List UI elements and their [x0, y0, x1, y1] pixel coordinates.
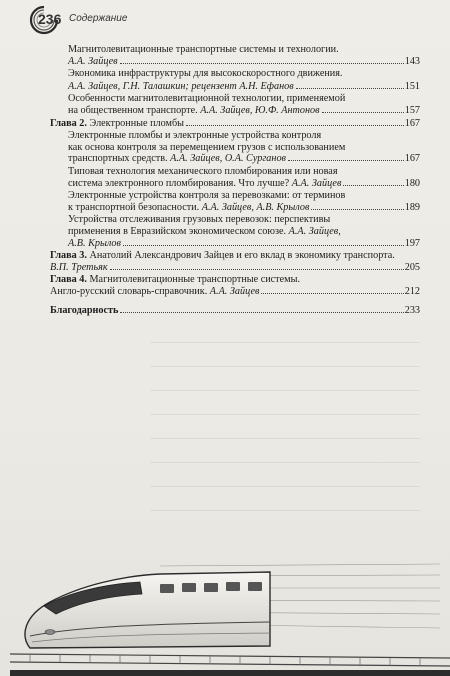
toc-title-text: как основа контроля за перемещением грузов с использованием	[68, 141, 346, 153]
toc-entry-final-line	[68, 153, 286, 165]
toc-entry-title-line	[68, 93, 420, 105]
toc-title-text: транспортных средств.	[68, 153, 171, 165]
toc-title-text: Магнитолевитационные транспортные системы и технологии.	[68, 44, 339, 55]
toc-entry[interactable]	[50, 118, 420, 130]
toc-entry[interactable]	[50, 68, 420, 80]
toc-entry-final-line	[68, 81, 294, 93]
running-title: Содержание	[69, 13, 128, 24]
toc-title-text: Англо-русский словарь-справочник.	[50, 285, 210, 297]
page-number: 236	[38, 11, 62, 27]
toc-entry-final-line	[68, 238, 121, 250]
toc-entry-title-line	[68, 190, 420, 202]
toc-entry[interactable]	[50, 190, 420, 213]
toc-title-text: Особенности магнитолевитационной технологии, применяемой	[68, 93, 346, 105]
toc-entry[interactable]	[50, 166, 420, 189]
toc-entry-title-line	[50, 250, 420, 262]
toc-title-text: система электронного пломбирования. Что лучше?	[68, 177, 292, 189]
toc-entry-final-line	[68, 178, 341, 190]
toc-leader-dots	[322, 112, 404, 113]
toc-entry-title-line	[68, 130, 420, 142]
toc-entry[interactable]	[50, 130, 420, 165]
toc-leader-dots	[123, 245, 404, 246]
toc-entry-final-line	[50, 262, 108, 274]
toc-title-text: Экономика инфраструктуры для высокоскоростного движения.	[68, 68, 343, 80]
toc-entry-title-line	[68, 142, 420, 154]
toc-author: В.П. Третьяк	[50, 261, 108, 273]
toc-title-text: Электронные пломбы	[89, 117, 184, 129]
toc-author: А.А. Зайцев, Ю.Ф. Антонов	[200, 104, 320, 116]
toc-entry-title-line	[68, 166, 420, 178]
toc-title-text: Устройства отслеживания грузовых перевозок: перспективы	[68, 214, 331, 226]
toc-entry[interactable]	[50, 214, 420, 249]
toc-entry-title-line	[68, 226, 420, 238]
toc-chapter-label: Глава 4.	[50, 274, 90, 286]
toc-title-text: Анатолий Александрович Зайцев и его вклад в экономику транспорта.	[89, 250, 395, 262]
toc-author: А.А. Зайцев	[209, 285, 260, 297]
toc-page-number: 167	[404, 153, 420, 165]
toc-leader-dots	[261, 293, 403, 294]
toc-chapter-label: Глава 2.	[50, 117, 90, 129]
toc-entry-final-line	[50, 286, 259, 298]
toc-author: А.А. Зайцев, Г.Н. Талашкин; рецензент А.Н. Ефанов	[68, 80, 294, 92]
toc-entry-final-line	[68, 105, 320, 117]
toc-entry-final-line	[68, 68, 342, 80]
toc-entry[interactable]	[50, 93, 420, 116]
toc-page-number: 233	[404, 305, 420, 317]
toc-leader-dots	[110, 269, 404, 270]
toc-entry[interactable]	[50, 305, 420, 317]
toc-entry[interactable]	[50, 44, 420, 67]
toc-leader-dots	[186, 125, 404, 126]
toc-author: А.А. Зайцев, О.А. Сурганов	[170, 153, 286, 165]
toc-title-text: к транспортной безопасности.	[68, 201, 202, 213]
toc-page-number: 197	[404, 237, 420, 249]
toc-title-text: Магнитолевитационные транспортные системы.	[89, 274, 300, 286]
toc-title-text: применения в Евразийском экономическом союзе. А.А. Зайцев,	[68, 225, 341, 237]
toc-page-number: 157	[404, 104, 420, 116]
high-speed-train-illustration-icon	[10, 536, 450, 676]
show-through-text	[150, 330, 420, 522]
toc-entry[interactable]	[50, 250, 420, 273]
toc-page-number: 143	[404, 55, 420, 67]
toc-entry-title-line	[50, 274, 420, 286]
toc-leader-dots	[311, 209, 403, 210]
toc-chapter-label: Глава 3.	[50, 250, 90, 262]
toc-leader-dots	[288, 160, 404, 161]
toc-entry-final-line	[68, 56, 118, 68]
toc-entry-final-line	[50, 118, 184, 130]
toc-page-number: 212	[404, 285, 420, 297]
toc-leader-dots	[296, 88, 404, 89]
toc-author: А.А. Зайцев	[291, 177, 342, 189]
page-header	[0, 0, 450, 36]
toc-leader-dots	[120, 312, 403, 313]
toc-page-number: 205	[404, 261, 420, 273]
toc-entry-title-line	[68, 44, 420, 56]
toc-leader-dots	[343, 185, 403, 186]
toc-entry-final-line	[50, 305, 118, 317]
toc-author: А.В. Крылов	[68, 237, 121, 249]
toc-title-text: на общественном транспорте.	[68, 104, 201, 116]
toc-author: А.А. Зайцев	[68, 55, 118, 67]
toc-entry-final-line	[68, 202, 309, 214]
toc-title-text: Электронные пломбы и электронные устройства контроля	[68, 130, 322, 142]
toc-entry[interactable]	[50, 81, 420, 93]
toc-page-number: 180	[404, 177, 420, 189]
toc-page-number: 189	[404, 201, 420, 213]
table-of-contents	[50, 44, 420, 318]
toc-title-text: Типовая технология механического пломбирования или новая	[68, 165, 338, 177]
toc-title-text: Электронные устройства контроля за перевозками: от терминов	[68, 190, 346, 202]
toc-leader-dots	[120, 63, 404, 64]
toc-page-number: 167	[404, 117, 420, 129]
toc-entry[interactable]	[50, 274, 420, 297]
toc-entry-title-line	[68, 214, 420, 226]
toc-chapter-label: Благодарность	[50, 305, 119, 317]
toc-page-number: 151	[404, 80, 420, 92]
toc-author: А.А. Зайцев, А.В. Крылов	[201, 201, 310, 213]
